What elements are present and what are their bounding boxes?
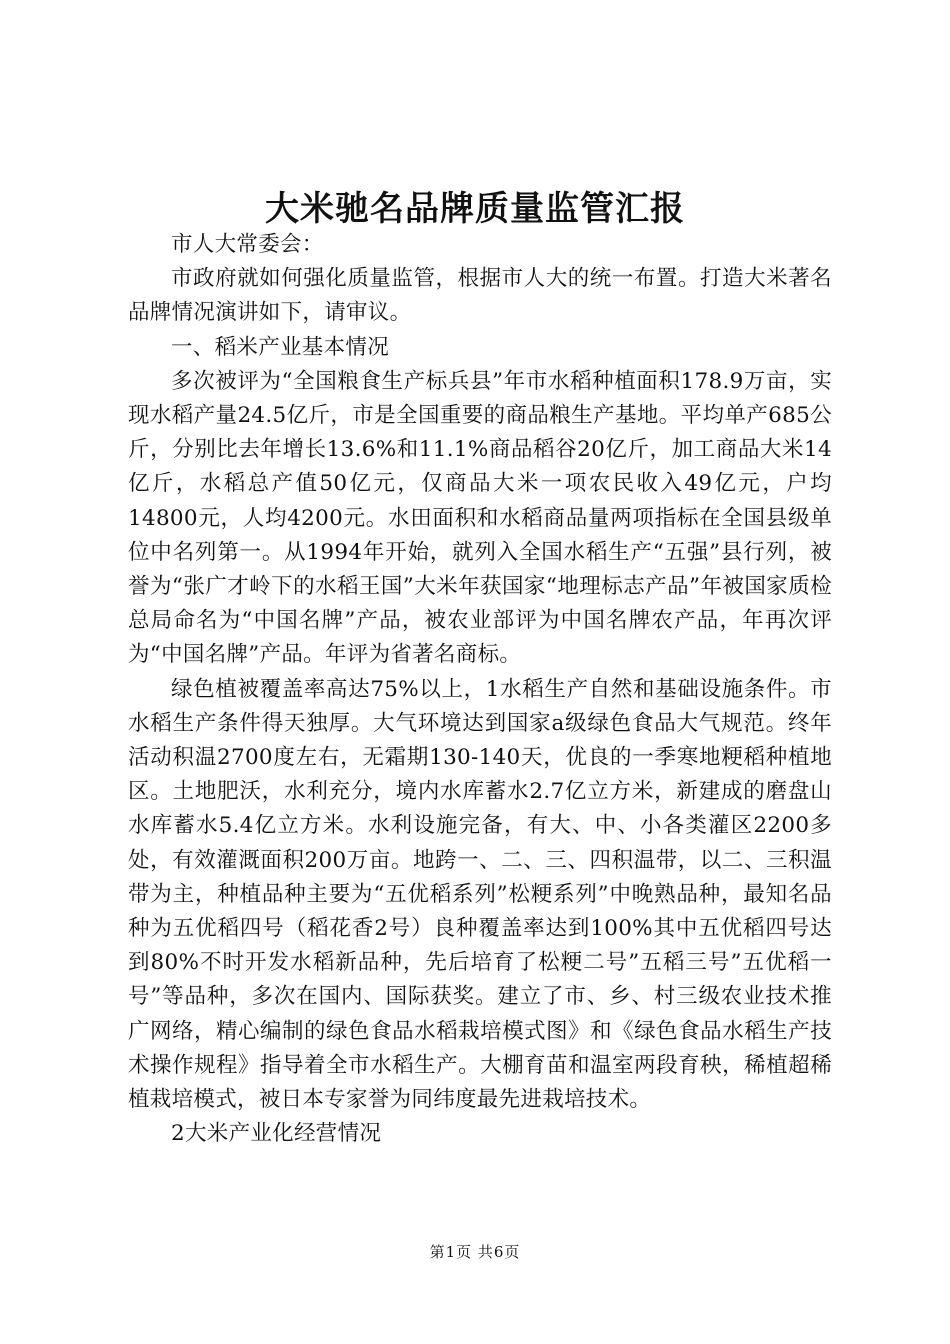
- intro-paragraph: 市政府就如何强化质量监管，根据市人大的统一布置。打造大米著名品牌情况演讲如下，请审议。: [128, 266, 832, 326]
- section-heading-2: 2大米产业化经营情况: [171, 1121, 382, 1147]
- document-body: [128, 228, 832, 1151]
- page-footer: 第1页 共6页: [429, 1243, 521, 1261]
- document-title: 大米驰名品牌质量监管汇报: [265, 189, 685, 229]
- body-paragraph-2: 绿色植被覆盖率高达75%以上，1水稻生产自然和基础设施条件。市水稻生产条件得天独厚。大气环境达到国家a级绿色食品大气规范。终年活动积温2700度左右，无霜期130-140天，优良的一季寒地粳稻种植地区。土地肥沃，水利充分，境内水库蓄水2.7亿立方米，新建成的磨盘山水库蓄水5.4亿立方米。水利设施完备，有大、中、小各类灌区2200多处，有效灌溉面积200万亩。地跨一、二、三、四积温带，以二、三积温带为主，种植品种主要为“五优稻系列”松粳系列”中晚熟品种，最知名品种为五优稻四号（稻花香2号）良种覆盖率达到100%其中五优稻四号达到80%不时开发水稻新品种，先后培育了松粳二号”五稻三号”五优稻一号”等品种，多次在国内、国际获奖。建立了市、乡、村三级农业技术推广网络，精心编制的绿色食品水稻栽培模式图》和《绿色食品水稻生产技术操作规程》指导着全市水稻生产。大棚育苗和温室两段育秧，稀植超稀植栽培模式，被日本专家誉为同纬度最先进栽培技术。: [128, 676, 832, 1113]
- salutation: 市人大常委会：: [171, 232, 324, 257]
- section-heading-1: 一、稻米产业基本情况: [171, 334, 390, 360]
- body-paragraph-1: 多次被评为“全国粮食生产标兵县”年市水稻种植面积178.9万亩，实现水稻产量24.5亿斤，市是全国重要的商品粮生产基地。平均单产685公斤，分别比去年增长13.6%和11.1%商品稻谷20亿斤，加工商品大米14亿斤，水稻总产值50亿元，仅商品大米一项农民收入49亿元，户均14800元，人均4200元。水田面积和水稻商品量两项指标在全国县级单位中名列第一。从1994年开始，就列入全国水稻生产“五强”县行列，被誉为“张广才岭下的水稻王国”大米年获国家“地理标志产品”年被国家质检总局命名为“中国名牌”产品，被农业部评为中国名牌农产品，年再次评为“中国名牌”产品。年评为省著名商标。: [128, 368, 832, 668]
